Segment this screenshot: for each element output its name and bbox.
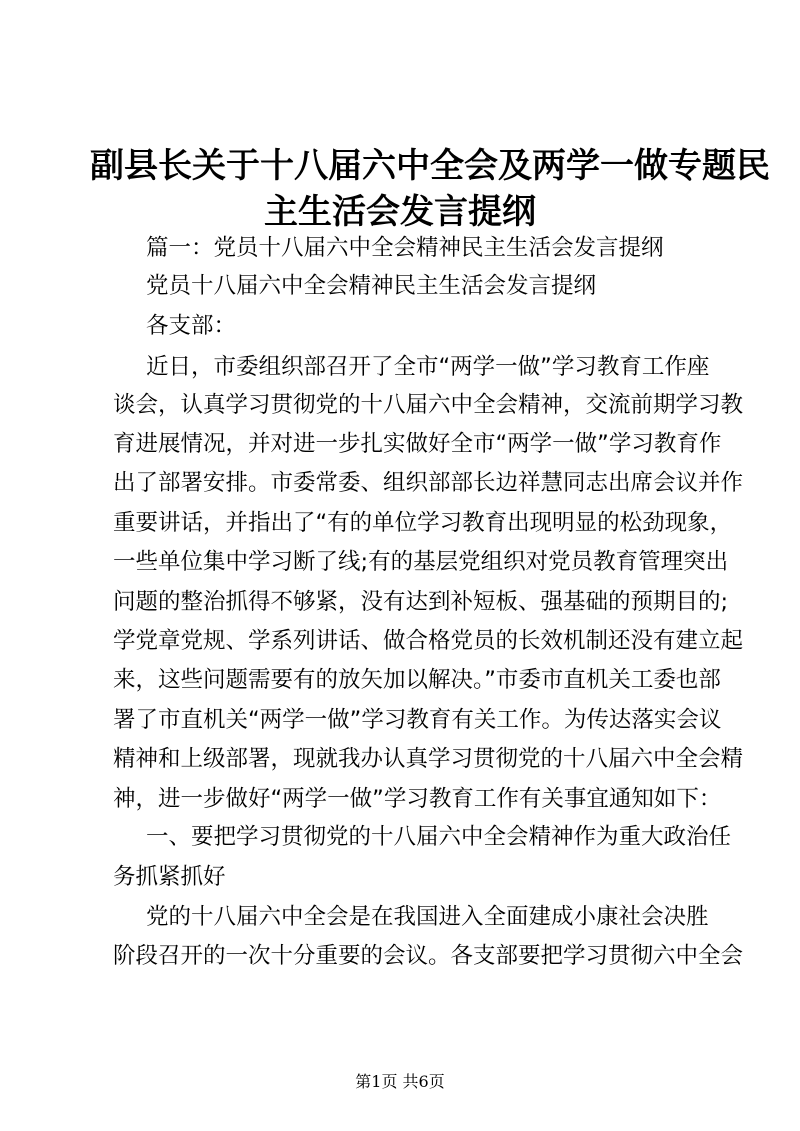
body-line: 问题的整治抓得不够紧，没有达到补短板、强基础的预期目的; <box>113 589 729 615</box>
document-title-line-2: 主生活会发言提纲 <box>264 192 536 232</box>
section-heading: 篇一：党员十八届六中全会精神民主生活会发言提纲 <box>146 235 664 261</box>
notice-title: 党员十八届六中全会精神民主生活会发言提纲 <box>146 273 597 299</box>
body-line: 重要讲话，并指出了“有的单位学习教育出现明显的松劲现象， <box>113 510 733 536</box>
body-line: 一些单位集中学习断了线;有的基层党组织对党员教育管理突出 <box>113 549 729 575</box>
body-line: 署了市直机关“两学一做”学习教育有关工作。为传达落实会议 <box>113 707 722 733</box>
document-title-line-1: 副县长关于十八届六中全会及两学一做专题民 <box>90 146 770 186</box>
body-line: 谈会，认真学习贯彻党的十八届六中全会精神，交流前期学习教 <box>113 392 744 418</box>
salutation: 各支部： <box>146 313 237 339</box>
body-line: 阶段召开的一次十分重要的会议。各支部要把学习贯彻六中全会 <box>113 943 744 969</box>
body-line: 育进展情况，并对进一步扎实做好全市“两学一做”学习教育作 <box>113 431 722 457</box>
body-line: 学党章党规、学系列讲话、做合格党员的长效机制还没有建立起 <box>113 628 744 654</box>
body-line: 来，这些问题需要有的放矢加以解决。”市委市直机关工委也部 <box>113 667 721 693</box>
body-line: 党的十八届六中全会是在我国进入全面建成小康社会决胜 <box>146 904 709 930</box>
subheading-line: 务抓紧抓好 <box>113 864 226 890</box>
body-line: 出了部署安排。市委常委、组织部部长边祥慧同志出席会议并作 <box>113 470 744 496</box>
body-line: 精神和上级部署，现就我办认真学习贯彻党的十八届六中全会精 <box>113 746 744 772</box>
subheading-line: 一、要把学习贯彻党的十八届六中全会精神作为重大政治任 <box>146 824 732 850</box>
page-footer: 第1页 共6页 <box>355 1072 445 1091</box>
body-line: 近日，市委组织部召开了全市“两学一做”学习教育工作座 <box>146 354 710 380</box>
body-line: 神，进一步做好“两学一做”学习教育工作有关事宜通知如下： <box>113 786 722 812</box>
